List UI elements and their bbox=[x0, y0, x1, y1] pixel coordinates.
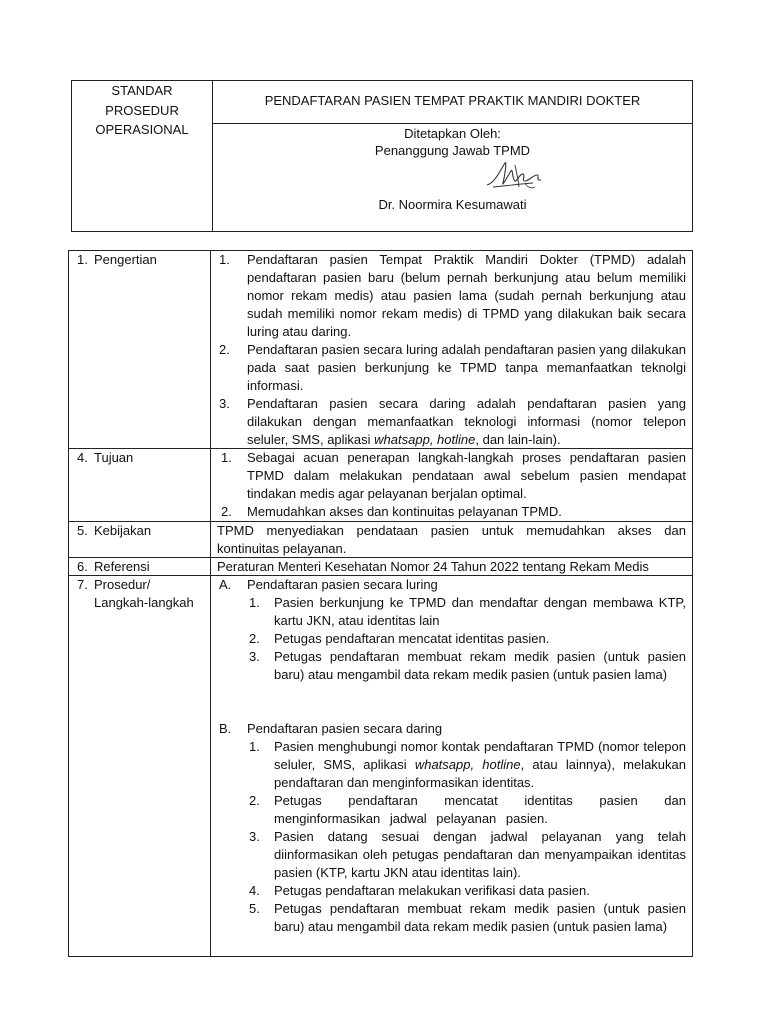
row-number: 1. bbox=[77, 252, 88, 267]
sop-label bbox=[72, 81, 212, 140]
item-number: 1. bbox=[221, 450, 232, 465]
approval-label: Ditetapkan Oleh: bbox=[404, 126, 501, 141]
section-a-step-3: Petugas pendaftaran membuat rekam medik pasien (untuk pasien baru) atau mengambil data rekam medik pasien (untuk pasien lama) bbox=[274, 649, 686, 682]
row-number: 6. bbox=[77, 559, 88, 574]
section-a-step-1: Pasien berkunjung ke TPMD dan mendaftar dengan membawa KTP, kartu JKN, atau identitas lain bbox=[274, 595, 686, 628]
sop-label-line: PROSEDUR bbox=[105, 102, 179, 118]
item-number: 3. bbox=[219, 396, 230, 411]
row-number: 5. bbox=[77, 523, 88, 538]
item-number: 2. bbox=[221, 504, 232, 519]
pengertian-item-3 bbox=[247, 395, 686, 449]
item-number: 2. bbox=[219, 342, 230, 357]
text-segment-italic: whatsapp, hotline bbox=[374, 432, 476, 447]
document-title: PENDAFTARAN PASIEN TEMPAT PRAKTIK MANDIRI DOKTER bbox=[213, 81, 692, 124]
step-number: 2. bbox=[249, 631, 260, 646]
row-label-text: Prosedur/ bbox=[94, 577, 151, 592]
step-number: 4. bbox=[249, 883, 260, 898]
approver-role: Penanggung Jawab TPMD bbox=[374, 143, 531, 158]
sop-label-line: STANDAR bbox=[111, 83, 173, 98]
text-segment: Pasien menghubungi nomor kontak pendaftaran TPMD (nomor telepon seluler, SMS, aplikasi bbox=[274, 739, 686, 772]
step-number: 3. bbox=[249, 649, 260, 664]
text-segment: , atau lainnya), melakukan pendaftaran dan menginformasikan identitas. bbox=[274, 757, 686, 790]
text-segment: Pendaftaran pasien secara daring adalah pendaftaran pasien yang dilakukan dengan memanfaatkan teknologi informasi (nomor telepon seluler, SMS, aplikasi bbox=[247, 396, 686, 447]
step-number: 2. bbox=[249, 793, 260, 808]
sop-content-table bbox=[68, 250, 693, 957]
signer-name: Dr. Noormira Kesumawati bbox=[378, 197, 527, 212]
referensi-text: Peraturan Menteri Kesehatan Nomor 24 Tahun 2022 tentang Rekam Medis bbox=[217, 559, 649, 574]
row-label-text: Referensi bbox=[94, 559, 150, 574]
sop-header bbox=[71, 80, 693, 232]
section-letter: B. bbox=[219, 721, 232, 736]
row-label-text: Tujuan bbox=[94, 450, 134, 465]
pengertian-item-1: Pendaftaran pasien Tempat Praktik Mandiri Dokter (TPMD) adalah pendaftaran pasien baru (belum pernah berkunjung atau belum memiliki nomor rekam medis) atau pasien lama (sudah pernah berkunjung atau sudah memiliki nomor rekam medis) di TPMD yang dilakukan baik secara luring atau daring. bbox=[247, 252, 686, 339]
text-segment-italic: whatsapp, hotline bbox=[414, 757, 521, 772]
section-a-step-2: Petugas pendaftaran mencatat identitas pasien. bbox=[274, 631, 550, 646]
step-number: 3. bbox=[249, 829, 260, 844]
step-number: 1. bbox=[249, 595, 260, 610]
row-label-text: Kebijakan bbox=[94, 523, 152, 538]
pengertian-item-2: Pendaftaran pasien secara luring adalah pendaftaran pasien yang dilakukan pada saat pasien berkunjung ke TPMD tanpa memanfaatkan teknolgi informasi. bbox=[247, 342, 686, 393]
row-number: 7. bbox=[77, 577, 88, 592]
kebijakan-text: TPMD menyediakan pendataan pasien untuk memudahkan akses dan kontinuitas pelayanan. bbox=[217, 523, 686, 556]
section-b-step-1 bbox=[274, 738, 686, 792]
section-b-step-3: Pasien datang sesuai dengan jadwal pelayanan yang telah diinformasikan oleh petugas pendaftaran dan menyampaikan identitas pasien (KTP, kartu JKN atau identitas lain). bbox=[274, 829, 686, 880]
signature-image bbox=[485, 157, 545, 197]
section-b-step-2: Petugas pendaftaran mencatat identitas pasien dan menginformasikan jadwal pelayanan pasien. bbox=[274, 793, 686, 826]
row-label-prosedur-line2: Langkah-langkah bbox=[94, 595, 194, 610]
tujuan-item-1: Sebagai acuan penerapan langkah-langkah proses pendaftaran pasien TPMD dalam melakukan pendataan awal sebelum pasien mendapat tindakan medis agar pelayanan berjalan optimal. bbox=[247, 450, 686, 501]
row-label-text: Pengertian bbox=[94, 252, 157, 267]
section-b-step-4: Petugas pendaftaran melakukan verifikasi data pasien. bbox=[274, 883, 590, 898]
section-b-title: Pendaftaran pasien secara daring bbox=[247, 721, 443, 736]
column-divider bbox=[210, 251, 211, 956]
text-segment: , dan lain-lain). bbox=[475, 432, 561, 447]
row-number: 4. bbox=[77, 450, 88, 465]
step-number: 1. bbox=[249, 739, 260, 754]
section-b-step-5: Petugas pendaftaran membuat rekam medik pasien (untuk pasien baru) atau mengambil data rekam medik pasien (untuk pasien lama) bbox=[274, 901, 686, 934]
item-number: 1. bbox=[219, 252, 230, 267]
sop-label-cell bbox=[72, 81, 213, 231]
step-number: 5. bbox=[249, 901, 260, 916]
section-a-title: Pendaftaran pasien secara luring bbox=[247, 577, 438, 592]
section-letter: A. bbox=[219, 577, 232, 592]
sop-label-line: OPERASIONAL bbox=[95, 122, 189, 137]
tujuan-item-2: Memudahkan akses dan kontinuitas pelayanan TPMD. bbox=[247, 504, 562, 519]
